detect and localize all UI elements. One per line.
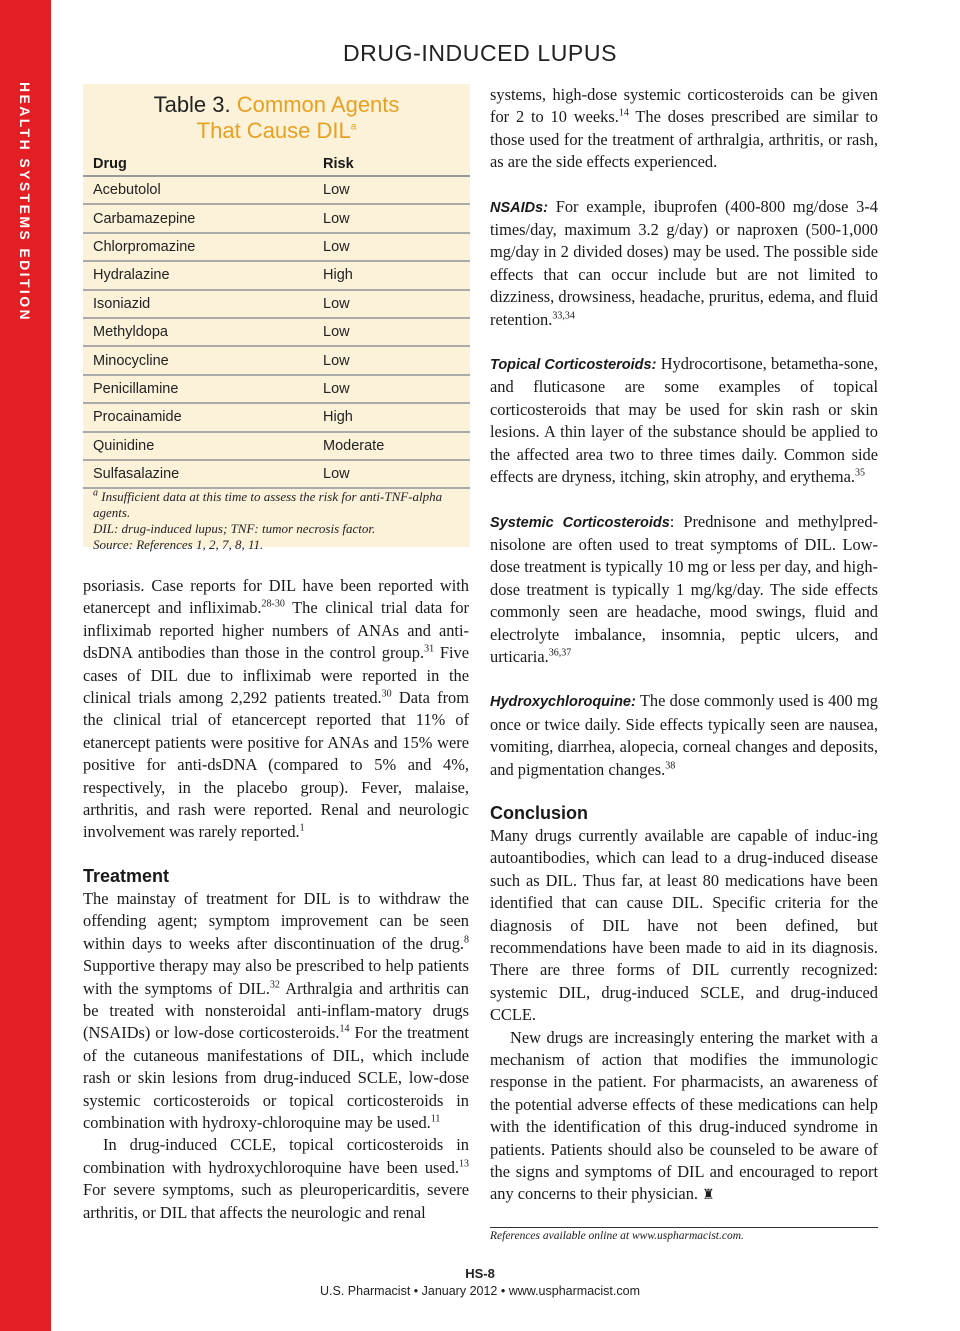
table-row <box>83 460 470 488</box>
table-row <box>83 346 470 374</box>
drug-cell: Chlorpromazine <box>83 233 323 261</box>
table-row <box>83 403 470 431</box>
paragraph: psoriasis. Case reports for DIL have been reported with etanercept and infliximab.$^{28-30}$ The clinical trial data for infliximab reported higher numbers of ANAs and anti-dsDNA antibodies than those in the control group.$^{31}$ Five cases of DIL due to infliximab were reported in the clinical trials among 2,292 patients treated.$^{30}$ Data from the clinical trial of etancercept reported that 11% of etanercept patients were positive for ANAs and 15% were positive for anti-dsDNA (compared to 5% and 4%, respectively, in the placebo group). Fever, malaise, arthritis, and rash were reported. Renal and neurologic involvement was rarely reported.$^1$ <box>83 576 470 842</box>
topical-paragraph: Topical Corticosteroids: Hydrocortisone, betametha-sone, and fluticasone are some examples of topical corticosteroids that may be used for skin rash or skin lesions. A thin layer of the substance should be applied to the affected area two to three times daily. Common side effects are dryness, itching, skin atrophy, and erythema.$^{35}$ <box>490 354 878 487</box>
drug-cell: Quinidine <box>83 432 323 460</box>
table-row <box>83 432 470 460</box>
paragraph: systems, high-dose systemic corticosteroids can be given for 2 to 10 weeks.$^{14}$ The doses prescribed are similar to those used for the treatment of arthralgia, arthritis, or rash, as are the side effects experienced. <box>490 85 878 172</box>
end-mark-icon: ♜ <box>702 1188 715 1204</box>
table-3 <box>83 84 470 552</box>
drug-cell: Hydralazine <box>83 261 323 289</box>
table-row <box>83 290 470 318</box>
nsaids-paragraph: NSAIDs: For example, ibuprofen (400-800 mg/dose 3-4 times/day, maximum 3.2 g/day) or naproxen (500-1,000 mg/day in 2 divided doses) may be used. The possible side effects that can occur include but are not limited to dizziness, drowsiness, headache, pruritus, edema, and fluid retention.$^{33,34}$ <box>490 196 878 329</box>
paragraph: Many drugs currently available are capable of induc-ing autoantibodies, which can lead to a drug-induced disease such as DIL. Thus far, at least 80 medications have been identified that can cause DIL. Specific criteria for the diagnosis of DIL have not been defined, but recommendations have been made to aid in its diagnosis. There are three forms of DIL currently recognized: systemic DIL, drug-induced SCLE, and drug-induced CCLE. <box>490 825 878 1025</box>
hcq-label: Hydroxychloroquine: <box>490 694 636 711</box>
left-column <box>83 575 469 1224</box>
nsaids-label: NSAIDs: <box>490 199 549 216</box>
table-row <box>83 261 470 289</box>
drug-cell: Sulfasalazine <box>83 460 323 488</box>
systemic-label: Systemic Corticosteroids <box>490 514 670 531</box>
risk-cell: Low <box>323 460 470 488</box>
paragraph: The mainstay of treatment for DIL is to withdraw the offending agent; symptom improvement can be seen within days to weeks after discontinuation of the drug.$^8$ Supportive therapy may also be prescribed to help patients with the symptoms of DIL.$^{32}$ Arthralgia and arthritis can be treated with nonsteroidal anti-inflam-matory drugs (NSAIDs) or low-dose corticosteroids.$^{14}$ For the treatment of the cutaneous manifestations of DIL, which include rash or skin lesions from drug-induced SCLE, low-dose systemic corticosteroids or topical corticosteroids in combination with hydroxy-chloroquine may be used.$^{11}$ <box>83 888 469 1132</box>
table-title <box>83 92 470 144</box>
risk-cell: Low <box>323 318 470 346</box>
drug-cell: Methyldopa <box>83 318 323 346</box>
table-footnotes <box>93 489 463 553</box>
drug-cell: Procainamide <box>83 403 323 431</box>
column-header-drug: Drug <box>83 152 323 176</box>
table-title-line2: That Cause DIL <box>196 118 351 143</box>
table-row <box>83 318 470 346</box>
drug-cell: Isoniazid <box>83 290 323 318</box>
conclusion-heading: Conclusion <box>490 802 588 823</box>
table-note-1: $^a$ Insufficient data at this time to assess the risk for anti-TNF-alpha agents. <box>93 487 443 520</box>
hcq-paragraph: Hydroxychloroquine: The dose commonly used is 400 mg once or twice daily. Side effects typically seen are nausea, vomiting, diarrhea, alopecia, corneal changes and deposits, and pigmentation changes.$^{38}$ <box>490 691 878 779</box>
paragraph: New drugs are increasingly entering the market with a mechanism of action that modifies the immunologic response in the patient. For pharmacists, an awareness of the potential adverse effects of these medications can help with the identification of this drug-induced syndrome in patients. Patients should also be counseled to be aware of the signs and symptoms of DIL and encouraged to report any concerns to their physician. ♜ <box>490 1027 878 1204</box>
side-color-bar <box>0 0 51 1331</box>
risk-cell: Low <box>323 375 470 403</box>
treatment-heading: Treatment <box>83 865 170 886</box>
running-head: DRUG-INDUCED LUPUS <box>342 40 618 66</box>
drug-cell: Minocycline <box>83 346 323 374</box>
table-title-sup: a <box>350 121 357 133</box>
table-row <box>83 233 470 261</box>
right-column <box>490 84 878 1208</box>
risk-cell: Low <box>323 290 470 318</box>
risk-cell: Low <box>323 346 470 374</box>
systemic-paragraph: Systemic Corticosteroids: Prednisone and methylpred-nisolone are often used to treat symptoms of DIL. Low-dose treatment is typically 10 mg or less per day, and high-dose treatment is typically 1 mg/kg/day. The side effects commonly seen are headache, mood swings, fluid and electrolyte imbalance, insomnia, peptic ulcers, and urticaria.$^{36,37}$ <box>490 511 878 666</box>
references-note: References available online at www.uspharmacist.com. <box>490 1227 878 1242</box>
table-row <box>83 204 470 232</box>
risk-cell: Low <box>323 176 470 204</box>
risk-cell: Moderate <box>323 432 470 460</box>
table-number: Table 3. <box>153 92 231 117</box>
drug-cell: Penicillamine <box>83 375 323 403</box>
page-number: HS-8 <box>465 1266 495 1281</box>
table-note-3: Source: References 1, 2, 7, 8, 11. <box>93 537 264 552</box>
risk-cell: High <box>323 403 470 431</box>
risk-cell: High <box>323 261 470 289</box>
paragraph: In drug-induced CCLE, topical corticosteroids in combination with hydroxychloroquine have been used.$^{13}$ For severe symptoms, such as pleuropericarditis, severe arthritis, or DIL that affects the neurologic and renal <box>83 1135 469 1222</box>
topical-label: Topical Corticosteroids: <box>490 357 657 374</box>
table-row <box>83 375 470 403</box>
table-note-2: DIL: drug-induced lupus; TNF: tumor necrosis factor. <box>93 521 376 536</box>
table-title-line1: Common Agents <box>236 92 400 117</box>
drug-cell: Carbamazepine <box>83 204 323 232</box>
section-label: HEALTH SYSTEMS EDITION <box>17 82 33 322</box>
drug-cell: Acebutolol <box>83 176 323 204</box>
column-header-risk: Risk <box>323 152 470 176</box>
risk-cell: Low <box>323 204 470 232</box>
table-row <box>83 176 470 204</box>
risk-cell: Low <box>323 233 470 261</box>
drug-risk-table <box>83 152 470 489</box>
footer-citation: U.S. Pharmacist • January 2012 • www.uspharmacist.com <box>320 1284 640 1298</box>
